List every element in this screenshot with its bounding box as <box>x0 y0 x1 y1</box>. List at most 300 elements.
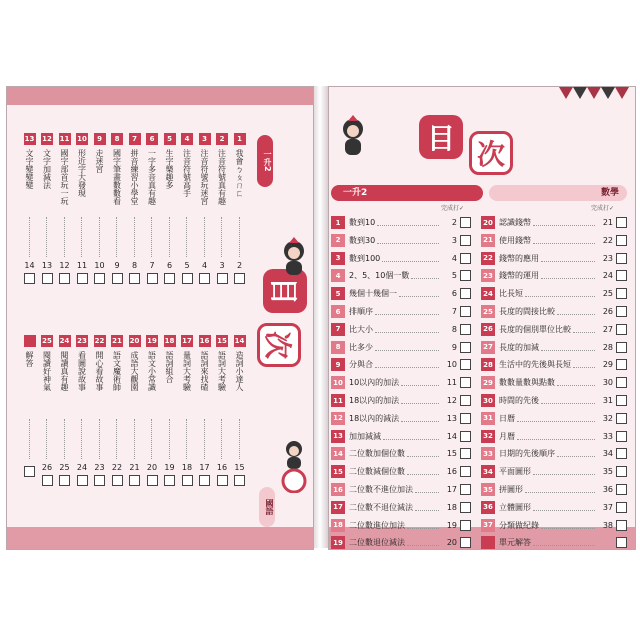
completion-checkbox[interactable] <box>234 475 245 486</box>
completion-checkbox[interactable] <box>42 475 53 486</box>
grade-label-left: 一升2 <box>257 135 273 187</box>
completion-checkbox[interactable] <box>460 537 471 548</box>
leader-dots <box>541 344 595 351</box>
page-number: 2 <box>451 218 457 227</box>
toc-row[interactable] <box>481 233 627 248</box>
toc-column[interactable] <box>58 335 71 486</box>
leader-dots <box>541 522 595 529</box>
leader-dots <box>415 486 439 493</box>
leader-dots <box>375 344 439 351</box>
item-number <box>481 536 495 549</box>
item-title: 語詞組合 <box>165 351 174 383</box>
item-number: 4 <box>181 133 193 145</box>
item-title: 錢幣的應用 <box>499 253 539 263</box>
completion-checkbox[interactable] <box>616 359 627 370</box>
leader-dots <box>399 290 439 297</box>
leader-dots <box>239 419 241 459</box>
completion-checkbox[interactable] <box>59 273 70 284</box>
toc-row[interactable] <box>481 411 627 426</box>
completion-checkbox[interactable] <box>24 466 35 477</box>
toc-row[interactable] <box>481 518 627 533</box>
page-number: 12 <box>446 396 457 405</box>
item-number: 30 <box>481 394 495 407</box>
toc-column[interactable] <box>146 133 159 284</box>
page-number: 33 <box>602 431 613 441</box>
leader-dots <box>407 539 439 546</box>
item-title: 二位數加個位數 <box>349 449 405 459</box>
completion-checkbox[interactable] <box>217 273 228 284</box>
item-title: 閱讀真有趣 <box>60 351 69 391</box>
monkey-on-ball-icon <box>279 439 309 493</box>
item-number: 23 <box>77 337 87 345</box>
toc-row[interactable] <box>481 500 627 515</box>
item-number: 1 <box>331 216 345 229</box>
completion-checkbox[interactable] <box>129 475 140 486</box>
page-number: 13 <box>446 413 457 423</box>
leader-dots <box>377 219 439 226</box>
completion-checkbox[interactable] <box>616 235 627 246</box>
leader-dots <box>204 217 206 257</box>
leader-dots <box>517 415 595 422</box>
toc-row[interactable] <box>481 464 627 479</box>
leader-dots <box>573 361 595 368</box>
page-number: 12 <box>59 261 70 270</box>
item-title: 看圖說故事 <box>77 351 87 391</box>
completion-checkbox[interactable] <box>616 502 627 513</box>
leader-dots <box>186 419 188 459</box>
toc-row[interactable] <box>331 357 471 372</box>
completion-checkbox[interactable] <box>616 484 627 495</box>
toc-row[interactable] <box>331 500 471 515</box>
leader-dots <box>46 217 48 257</box>
item-title: 認識錢幣 <box>499 218 531 227</box>
completion-checkbox[interactable] <box>460 484 471 495</box>
toc-column[interactable] <box>181 133 194 284</box>
item-number: 19 <box>331 536 345 549</box>
toc-column[interactable] <box>23 133 36 284</box>
completion-checkbox[interactable] <box>616 377 627 388</box>
item-number: 4 <box>331 269 345 282</box>
page-number: 3 <box>451 235 457 245</box>
page-number: 25 <box>59 463 70 472</box>
item-title: 排順序 <box>349 307 373 316</box>
item-title: 量詞大考驗 <box>182 351 192 391</box>
page-number: 29 <box>602 360 613 370</box>
item-title: 國字部首玩一玩 <box>60 149 69 205</box>
completion-checkbox[interactable] <box>616 342 627 353</box>
item-number: 2 <box>331 234 345 247</box>
toc-row[interactable] <box>331 446 471 461</box>
completion-checkbox[interactable] <box>42 273 53 284</box>
leader-dots <box>375 308 439 315</box>
page-number: 4 <box>451 253 457 263</box>
completion-checkbox[interactable] <box>460 253 471 264</box>
item-title: 二位數不進位加法 <box>349 485 413 494</box>
toc-row[interactable] <box>331 304 471 319</box>
page-number: 34 <box>602 449 613 459</box>
item-number: 18 <box>331 519 345 532</box>
item-number: 1 <box>234 133 246 145</box>
page-number: 27 <box>602 324 613 334</box>
completion-checkbox[interactable] <box>616 431 627 442</box>
toc-row[interactable] <box>481 375 627 390</box>
item-number: 29 <box>481 376 495 389</box>
item-title: 長度的間接比較 <box>499 307 555 316</box>
toc-row[interactable] <box>481 322 627 337</box>
item-number: 25 <box>42 337 52 345</box>
page-number: 6 <box>166 261 173 270</box>
toc-column[interactable] <box>41 335 54 486</box>
leader-dots <box>401 379 439 386</box>
toc-row[interactable] <box>481 446 627 461</box>
completion-checkbox[interactable] <box>199 475 210 486</box>
leader-dots <box>116 217 118 257</box>
completion-checkbox[interactable] <box>460 502 471 513</box>
leader-dots <box>533 504 595 511</box>
leader-dots <box>541 255 595 262</box>
toc-row[interactable] <box>481 340 627 355</box>
title-char-2: 次 <box>469 131 513 175</box>
completion-checkbox[interactable] <box>77 273 88 284</box>
right-page <box>328 86 636 550</box>
item-number: 21 <box>481 234 495 247</box>
toc-column[interactable] <box>233 335 246 486</box>
toc-row[interactable] <box>331 482 471 497</box>
item-number <box>24 335 36 347</box>
item-title: 單元解答 <box>499 538 531 548</box>
toc-column[interactable] <box>58 133 71 284</box>
item-title: 比多少 <box>349 342 373 352</box>
leader-dots <box>541 272 595 279</box>
completion-checkbox[interactable] <box>94 475 105 486</box>
leader-dots <box>29 419 31 459</box>
item-title: 國字筆畫數數看 <box>112 149 122 205</box>
completion-checkbox[interactable] <box>112 273 123 284</box>
page-number: 38 <box>602 520 613 530</box>
leader-dots <box>401 397 439 404</box>
item-number: 33 <box>481 447 495 460</box>
item-number: 9 <box>331 358 345 371</box>
item-number: 37 <box>481 519 495 532</box>
toc-column[interactable] <box>146 335 159 486</box>
completion-checkbox[interactable] <box>616 537 627 548</box>
item-number: 12 <box>331 412 345 425</box>
page-number: 20 <box>446 538 457 548</box>
item-title: 數到10 <box>349 218 376 227</box>
page-number: 19 <box>164 463 175 472</box>
page-number: 32 <box>602 413 613 423</box>
toc-row[interactable] <box>481 268 627 283</box>
item-title: 數數量數與點數 <box>499 378 555 388</box>
toc-column[interactable] <box>93 133 106 284</box>
page-number: 28 <box>602 342 613 352</box>
toc-column[interactable] <box>163 133 176 284</box>
completion-checkbox[interactable] <box>234 273 245 284</box>
completion-checkbox[interactable] <box>460 288 471 299</box>
toc-row[interactable] <box>331 375 471 390</box>
item-number: 8 <box>111 133 123 145</box>
item-number: 28 <box>481 358 495 371</box>
item-title: 生活中的先後與長短 <box>499 360 571 370</box>
page-number: 14 <box>446 431 457 441</box>
leader-dots <box>541 397 595 404</box>
item-number: 5 <box>331 287 345 300</box>
toc-row[interactable] <box>481 286 627 301</box>
item-number: 35 <box>481 483 495 496</box>
item-number: 36 <box>481 501 495 514</box>
leader-dots <box>533 237 595 244</box>
completion-checkbox[interactable] <box>147 273 158 284</box>
completion-checkbox[interactable] <box>460 448 471 459</box>
completion-checkbox[interactable] <box>77 475 88 486</box>
item-title: 日期的先後順序 <box>499 449 555 459</box>
leader-dots <box>573 326 595 333</box>
completion-checkbox[interactable] <box>460 217 471 228</box>
page-number: 35 <box>602 467 613 477</box>
title-char-1: 目 <box>419 115 463 159</box>
toc-row[interactable] <box>481 215 627 230</box>
item-title: 閱讀好神氣 <box>42 351 52 391</box>
toc-row[interactable] <box>331 268 471 283</box>
leader-dots <box>407 522 439 529</box>
toc-column[interactable] <box>111 335 124 486</box>
page-number: 24 <box>76 463 88 472</box>
leader-dots <box>377 237 439 244</box>
item-number: 27 <box>481 341 495 354</box>
toc-column[interactable] <box>128 133 141 284</box>
completion-checkbox[interactable] <box>164 273 175 284</box>
toc-column[interactable] <box>163 335 176 486</box>
completion-checkbox[interactable] <box>616 395 627 406</box>
toc-row[interactable] <box>481 535 627 550</box>
completion-checkbox[interactable] <box>616 270 627 281</box>
page-number: 23 <box>94 463 105 472</box>
toc-row[interactable] <box>481 393 627 408</box>
toc-row[interactable] <box>481 357 627 372</box>
completion-checkbox[interactable] <box>460 377 471 388</box>
bottom-band <box>7 527 313 549</box>
completion-checkbox[interactable] <box>217 475 228 486</box>
completion-checkbox[interactable] <box>460 520 471 531</box>
leader-dots <box>221 217 223 257</box>
toc-row[interactable] <box>331 340 471 355</box>
completion-checkbox[interactable] <box>616 466 627 477</box>
page-number: 7 <box>451 307 457 316</box>
item-number: 20 <box>129 337 140 345</box>
top-band <box>7 87 313 105</box>
page-number: 36 <box>602 485 613 494</box>
item-number: 18 <box>164 337 175 345</box>
item-number: 24 <box>59 337 70 345</box>
completion-checkbox[interactable] <box>164 475 175 486</box>
toc-row[interactable] <box>331 464 471 479</box>
leader-dots <box>134 217 136 257</box>
page-number: 24 <box>602 271 613 281</box>
completion-checkbox[interactable] <box>59 475 70 486</box>
item-number: 15 <box>331 465 345 478</box>
leader-dots <box>375 361 439 368</box>
item-number: 14 <box>331 447 345 460</box>
completion-checkbox[interactable] <box>616 324 627 335</box>
completion-checkbox[interactable] <box>94 273 105 284</box>
left-page <box>6 86 314 550</box>
completion-checkbox[interactable] <box>616 413 627 424</box>
toc-column[interactable] <box>198 133 211 284</box>
monkey-icon <box>335 115 371 161</box>
completion-checkbox[interactable] <box>460 466 471 477</box>
page-number: 15 <box>234 463 245 472</box>
grade-label: 一升2 <box>331 185 483 201</box>
item-title: 時間的先後 <box>499 396 539 405</box>
toc-column[interactable] <box>198 335 211 486</box>
page-number: 3 <box>219 261 225 270</box>
toc-column[interactable] <box>111 133 124 284</box>
page-number: 37 <box>602 502 613 512</box>
page-number: 9 <box>451 342 457 352</box>
completion-checkbox[interactable] <box>460 395 471 406</box>
completion-checkbox[interactable] <box>460 359 471 370</box>
completion-checkbox[interactable] <box>129 273 140 284</box>
toc-row[interactable] <box>331 322 471 337</box>
page-number: 21 <box>602 218 613 227</box>
leader-dots <box>411 272 439 279</box>
toc-column[interactable] <box>181 335 194 486</box>
item-number: 10 <box>77 135 87 143</box>
page-number: 22 <box>111 463 123 472</box>
toc-row[interactable] <box>331 286 471 301</box>
item-number: 17 <box>182 337 192 345</box>
completion-checkbox[interactable] <box>616 520 627 531</box>
book-spine <box>312 86 328 548</box>
completion-checkbox[interactable] <box>460 306 471 317</box>
toc-column[interactable] <box>128 335 141 486</box>
toc-row[interactable] <box>481 304 627 319</box>
completion-checkbox[interactable] <box>616 306 627 317</box>
leader-dots <box>64 217 66 257</box>
item-number: 21 <box>112 337 122 345</box>
toc-row[interactable] <box>331 215 471 230</box>
item-number: 6 <box>331 305 345 318</box>
toc-column[interactable] <box>216 133 229 284</box>
completion-checkbox[interactable] <box>616 217 627 228</box>
toc-row[interactable] <box>481 429 627 444</box>
toc-row[interactable] <box>481 482 627 497</box>
item-title: 拼圖形 <box>499 485 523 494</box>
toc-row[interactable] <box>331 251 471 266</box>
item-title: 比大小 <box>349 324 373 334</box>
page-number: 23 <box>602 253 613 263</box>
completion-checkbox[interactable] <box>616 288 627 299</box>
item-title: 平面圖形 <box>499 467 531 477</box>
item-title: 立體圖形 <box>499 502 531 512</box>
completion-checkbox[interactable] <box>24 273 35 284</box>
item-title: 造詞小達人 <box>235 351 244 391</box>
item-title: 分與合 <box>349 360 373 370</box>
item-number: 26 <box>481 323 495 336</box>
item-number: 20 <box>481 216 495 229</box>
monkey-icon <box>277 237 311 281</box>
completion-checkbox[interactable] <box>147 475 158 486</box>
item-title: 注音符號高手 <box>182 149 192 197</box>
leader-dots <box>169 419 171 459</box>
toc-column[interactable] <box>216 335 229 486</box>
toc-row[interactable] <box>331 393 471 408</box>
toc-column[interactable] <box>23 335 36 477</box>
completion-checkbox[interactable] <box>616 253 627 264</box>
item-title: 我會ㄅㄆㄇㄈ <box>235 149 244 197</box>
completion-checkbox[interactable] <box>460 342 471 353</box>
completion-checkbox[interactable] <box>112 475 123 486</box>
item-number: 13 <box>331 430 345 443</box>
leader-dots <box>99 419 101 459</box>
completion-checkbox[interactable] <box>182 475 193 486</box>
leader-dots <box>557 308 595 315</box>
leader-dots <box>382 255 439 262</box>
page-number: 5 <box>184 261 190 270</box>
item-title: 文字加減法 <box>42 149 52 189</box>
item-title: 數到100 <box>349 253 381 263</box>
toc-row[interactable] <box>331 411 471 426</box>
completion-checkbox[interactable] <box>460 413 471 424</box>
page-number: 8 <box>451 324 457 334</box>
page-number: 18 <box>181 463 193 472</box>
item-number: 8 <box>331 341 345 354</box>
item-title: 二位數退位減法 <box>349 538 405 548</box>
toc-row[interactable] <box>331 535 471 550</box>
toc-column[interactable] <box>233 133 246 284</box>
toc-column[interactable] <box>76 335 89 486</box>
item-number: 23 <box>481 269 495 282</box>
toc-column[interactable] <box>41 133 54 284</box>
item-number: 31 <box>481 412 495 425</box>
page-number: 17 <box>446 485 457 494</box>
toc-row[interactable] <box>331 518 471 533</box>
completion-checkbox[interactable] <box>616 448 627 459</box>
item-title: 使用錢幣 <box>499 235 531 245</box>
page-number: 22 <box>602 235 613 245</box>
item-number: 24 <box>481 287 495 300</box>
completion-checkbox[interactable] <box>182 273 193 284</box>
item-number: 10 <box>331 376 345 389</box>
item-title: 形近字大發現 <box>77 149 87 197</box>
completion-checkbox[interactable] <box>460 324 471 335</box>
item-title: 語詞來找碴 <box>200 351 209 391</box>
item-title: 拼音練習小學堂 <box>130 149 139 205</box>
item-title: 成語大觀園 <box>130 351 139 391</box>
toc-row[interactable] <box>481 251 627 266</box>
toc-row[interactable] <box>331 233 471 248</box>
completion-checkbox[interactable] <box>460 235 471 246</box>
item-number: 16 <box>331 483 345 496</box>
page-number: 26 <box>602 307 613 316</box>
leader-dots <box>401 415 439 422</box>
item-number: 6 <box>146 133 158 145</box>
toc-row[interactable] <box>331 429 471 444</box>
completion-checkbox[interactable] <box>460 270 471 281</box>
check-header: 完成打✓ <box>441 205 465 212</box>
item-title: 比長短 <box>499 289 523 299</box>
item-title: 長度的個別單位比較 <box>499 324 571 334</box>
toc-column[interactable] <box>76 133 89 284</box>
page-number: 11 <box>76 261 88 270</box>
completion-checkbox[interactable] <box>199 273 210 284</box>
leader-dots <box>407 468 439 475</box>
item-number: 11 <box>59 135 70 143</box>
leader-dots <box>533 219 595 226</box>
completion-checkbox[interactable] <box>460 431 471 442</box>
item-number: 22 <box>481 252 495 265</box>
toc-column[interactable] <box>93 335 106 486</box>
